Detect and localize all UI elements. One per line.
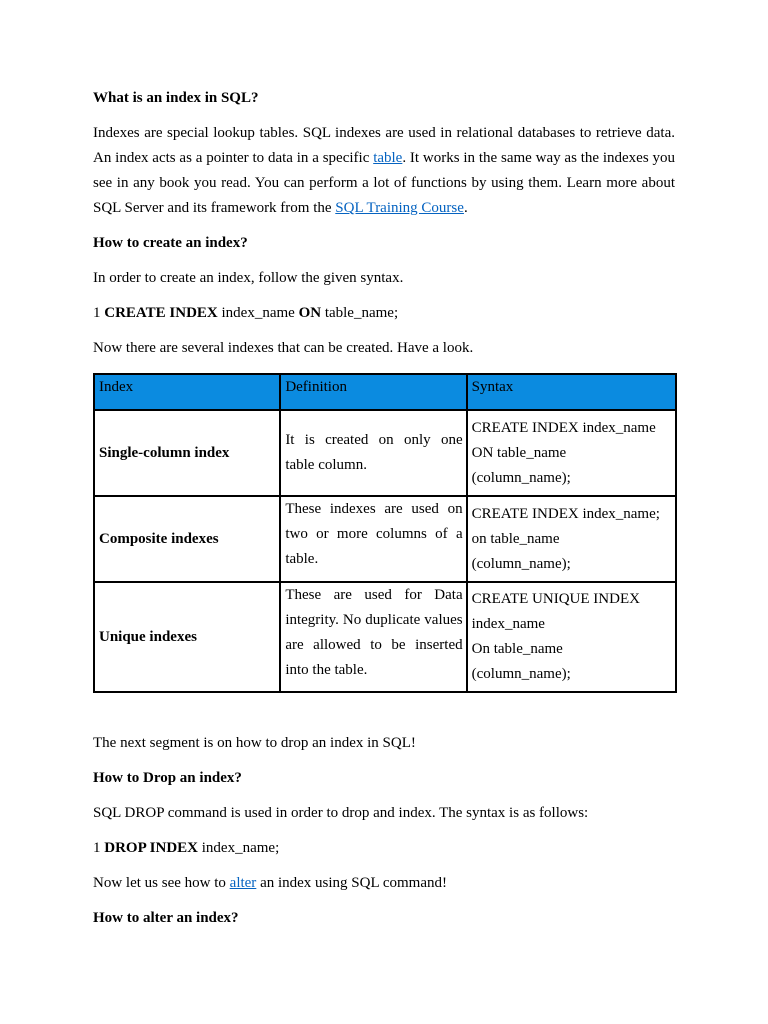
syntax-line: (column_name);: [471, 555, 571, 572]
paragraph-drop-intro: SQL DROP command is used in order to drop and index. The syntax is as follows:: [93, 805, 589, 821]
code-index-name: index_name: [217, 305, 299, 321]
index-type-syntax: [467, 496, 676, 582]
heading-what-is-index: What is an index in SQL?: [93, 90, 259, 106]
syntax-line: (column_name);: [471, 469, 571, 486]
table-header-row: [94, 374, 676, 410]
intro-text-1: Indexes are special lookup tables. SQL indexes are used in relational databases to retrieve data. An index acts as a pointer to data in a specific: [93, 125, 675, 166]
syntax-line: On table_name: [471, 641, 563, 657]
link-alter[interactable]: alter: [229, 875, 257, 891]
index-type-name: Unique indexes: [94, 582, 280, 692]
code-keyword-drop-index: DROP INDEX: [104, 840, 199, 856]
index-type-syntax: [467, 582, 676, 692]
heading-how-to-drop: How to Drop an index?: [93, 770, 242, 786]
table-row: [94, 410, 676, 496]
heading-how-to-create: How to create an index?: [93, 235, 248, 251]
code-keyword-on: ON: [298, 305, 322, 321]
intro-text-2: . It works in the same way as the indexes you see in any book you read. You can perform a lot of functions by using them. Learn more about SQL Server and its framework from the: [93, 150, 675, 216]
code-create-index: [93, 301, 675, 326]
index-type-name: Composite indexes: [94, 496, 280, 582]
link-sql-training-course[interactable]: SQL Training Course: [335, 200, 464, 216]
table-row: [94, 582, 676, 692]
link-table[interactable]: table: [373, 150, 403, 166]
paragraph-table-lead: Now there are several indexes that can be created. Have a look.: [93, 340, 474, 356]
index-type-definition: These are used for Data integrity. No duplicate values are allowed to be inserted into the table.: [280, 582, 466, 692]
syntax-line: ON table_name: [471, 444, 567, 461]
syntax-line: CREATE INDEX index_name: [471, 419, 656, 436]
syntax-line: (column_name);: [471, 666, 571, 682]
index-type-name: Single-column index: [94, 410, 280, 496]
paragraph-create-intro: In order to create an index, follow the given syntax.: [93, 270, 404, 286]
index-type-syntax: [467, 410, 676, 496]
paragraph-index-intro: [93, 121, 675, 221]
intro-text-3: .: [463, 200, 468, 216]
syntax-line: CREATE UNIQUE INDEX: [471, 591, 640, 607]
alter-text-2: an index using SQL command!: [256, 875, 447, 891]
syntax-line: index_name: [471, 616, 545, 632]
code-keyword-create-index: CREATE INDEX: [104, 305, 218, 321]
code-index-name: index_name;: [198, 840, 280, 856]
syntax-line: on table_name: [471, 530, 560, 547]
document-page: [93, 86, 675, 931]
code-drop-index: [93, 836, 675, 861]
paragraph-next-segment: The next segment is on how to drop an index in SQL!: [93, 735, 416, 751]
alter-text-1: Now let us see how to: [93, 875, 230, 891]
table-header-syntax: Syntax: [467, 374, 676, 410]
paragraph-alter-lead: [93, 871, 675, 896]
table-header-index: Index: [94, 374, 280, 410]
index-type-definition: It is created on only one table column.: [280, 410, 466, 496]
syntax-line: CREATE INDEX index_name;: [471, 505, 660, 522]
code-table-name: table_name;: [321, 305, 399, 321]
code-line-number: 1: [93, 305, 105, 321]
table-row: [94, 496, 676, 582]
table-header-definition: Definition: [280, 374, 466, 410]
index-type-definition: These indexes are used on two or more columns of a table.: [280, 496, 466, 582]
index-types-table: [93, 373, 677, 693]
code-line-number: 1: [93, 840, 105, 856]
heading-how-to-alter: How to alter an index?: [93, 910, 239, 926]
